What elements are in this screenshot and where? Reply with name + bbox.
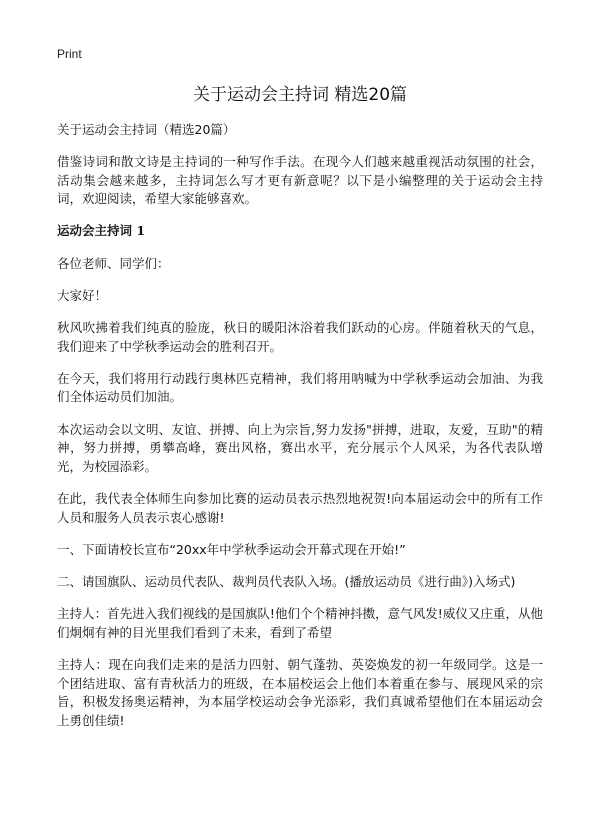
intro-paragraph: 借鉴诗词和散文诗是主持词的一种写作手法。在现今人们越来越重视活动氛围的社会，活动集会越来越多，主持词怎么写才更有新意呢？以下是小编整理的关于运动会主持词，欢迎阅读，希望大家能够喜欢。 — [57, 154, 543, 207]
document-title: 关于运动会主持词 精选20篇 — [192, 85, 408, 105]
body-paragraph: 一、下面请校长宣布“20xx年中学秋季运动会开幕式现在开始!” — [57, 541, 406, 557]
body-paragraph: 二、请国旗队、运动员代表队、裁判员代表队入场。(播放运动员《进行曲》)入场式) — [57, 573, 516, 589]
section-heading: 运动会主持词 1 — [57, 223, 146, 239]
body-paragraph: 秋风吹拂着我们纯真的脸庞，秋日的暖阳沐浴着我们跃动的心房。伴随着秋天的气息，我们迎来了中学秋季运动会的胜利召开。 — [57, 320, 543, 354]
document-subtitle: 关于运动会主持词（精选20篇） — [57, 122, 236, 137]
body-paragraph: 大家好！ — [57, 287, 108, 303]
body-paragraph: 主持人：首先进入我们视线的是国旗队!他们个个精神抖擞，意气风发!威仪又庄重，从他们炯炯有神的目光里我们看到了未来，看到了希望 — [57, 606, 543, 640]
body-paragraph: 在此，我代表全体师生向参加比赛的运动员表示热烈地祝贺!向本届运动会中的所有工作人员和服务人员表示衷心感谢! — [57, 490, 543, 525]
body-paragraph: 主持人：现在向我们走来的是活力四射、朝气蓬勃、英姿焕发的初一年级同学。这是一个团结进取、富有青秋活力的班级，在本届校运会上他们本着重在参与、展现风采的宗旨，积极发扬奥运精神，为本届学校运动会争光添彩，我们真诚希望他们在本届运动会上勇创佳绩! — [57, 656, 543, 728]
print-label: Print — [57, 47, 82, 61]
body-paragraph: 在今天，我们将用行动践行奥林匹克精神，我们将用呐喊为中学秋季运动会加油、为我们全体运动员们加油。 — [57, 370, 543, 405]
body-paragraph: 本次运动会以文明、友谊、拼搏、向上为宗旨,努力发扬"拼搏，进取，友爱，互助"的精神，努力拼搏，勇攀高峰，赛出风格，赛出水平，充分展示个人风采，为各代表队增光，为校园添彩。 — [57, 421, 543, 474]
body-paragraph: 各位老师、同学们： — [57, 255, 170, 271]
document-body — [57, 121, 543, 744]
